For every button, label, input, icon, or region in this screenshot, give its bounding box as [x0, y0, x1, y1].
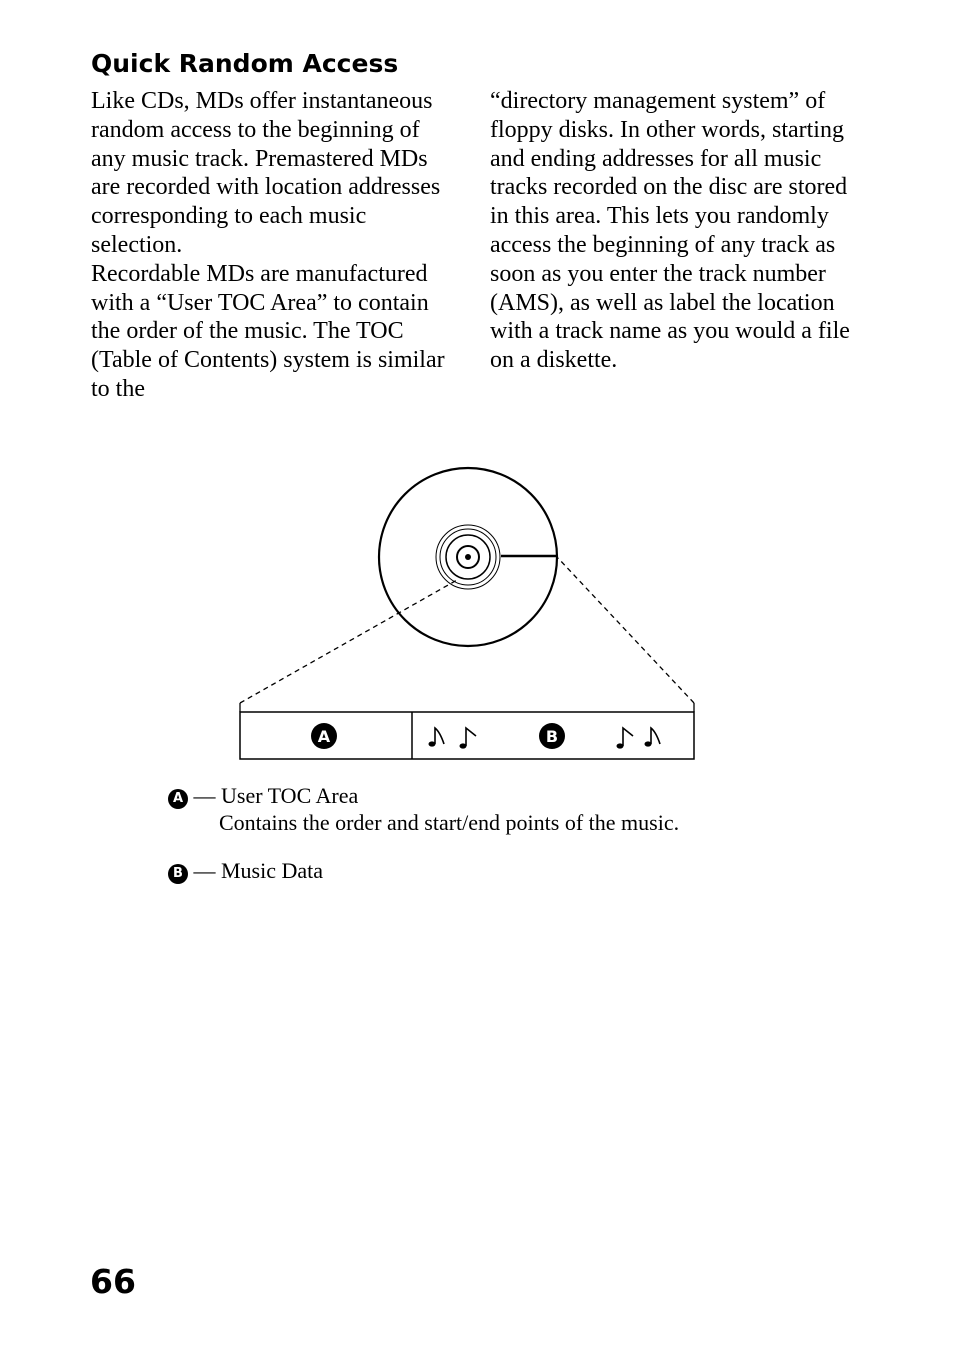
hub-spindle-hole: [465, 554, 471, 560]
right-text-column: [490, 87, 850, 375]
legend-item-music-data: [168, 857, 323, 884]
right-paragraph-1: “directory management system” of floppy disks. In other words, starting and ending addresses for all music tracks recorded on the disc are stored in this area. This lets you randomly access the beginning of any track as soon as you enter the track number (AMS), as well as label the location with a track name as you would a file on a diskette.: [490, 88, 850, 374]
legend-item-user-toc-area: [168, 782, 358, 809]
data-layout-bar: [240, 712, 694, 759]
left-paragraph-1: Like CDs, MDs offer instantaneous random access to the beginning of any music track. Premastered MDs are recorded with location addresses corresponding to each music selection.: [91, 88, 441, 258]
legend-a-title: — User TOC Area: [193, 783, 359, 808]
projection-line-right: [558, 558, 694, 703]
legend-a-description: Contains the order and start/end points of the music.: [219, 810, 680, 835]
legend-b-badge: B: [168, 864, 188, 884]
legend-a-badge: A: [168, 789, 188, 809]
projection-line-left: [240, 580, 457, 703]
label-a-text: A: [317, 727, 331, 746]
label-b-text: B: [545, 727, 559, 746]
legend-b-title: — Music Data: [193, 858, 324, 883]
page-number: 66: [90, 1262, 136, 1301]
left-text-column: [91, 87, 451, 404]
section-heading: Quick Random Access: [91, 49, 399, 78]
left-paragraph-2: Recordable MDs are manufactured with a “User TOC Area” to contain the order of the music. The TOC (Table of Contents) system is similar to the: [91, 260, 445, 402]
disc-diagram: [230, 462, 710, 767]
